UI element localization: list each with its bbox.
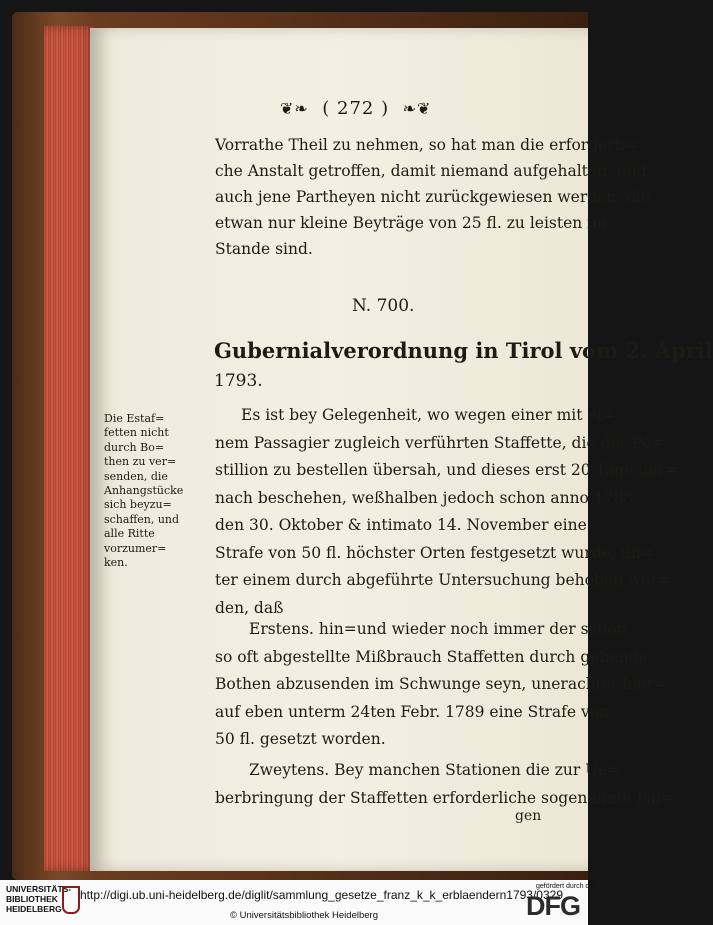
text-line: berbringung der Staffetten erforderliche sogenannte Päl= <box>215 788 674 807</box>
text-line: nach beschehen, weßhalben jedoch schon anno 1788 <box>215 488 634 507</box>
catchword: gen <box>515 808 542 824</box>
text-line: Zweytens. Bey manchen Stationen die zur Ue= <box>249 761 621 779</box>
library-shield-icon <box>62 886 80 914</box>
text-line: Stande sind. <box>215 240 313 258</box>
dfg-logo: DFG <box>526 891 580 921</box>
text-line: so oft abgestellte Mißbrauch Staffetten durch gehende <box>215 647 648 666</box>
text-line: ter einem durch abgeführte Untersuchung behoben wor= <box>215 571 671 589</box>
text-line: che Anstalt getroffen, damit niemand aufgehalten, und <box>215 162 647 180</box>
copyright-notice: © Universitätsbibliothek Heidelberg <box>230 910 378 921</box>
ornament-left-icon: ❦❧ <box>280 99 309 118</box>
text-line: auch jene Partheyen nicht zurückgewiesen werden, die <box>215 188 651 206</box>
text-line: stillion zu bestellen übersah, und dieses erst 20 Täge dar= <box>215 461 679 479</box>
paragraph-1 <box>215 402 679 622</box>
library-logo: UNIVERSITÄTS- BIBLIOTHEK HEIDELBERG <box>6 884 72 914</box>
funding-note: gefördert durch die <box>536 883 595 890</box>
footer-bar <box>0 880 595 925</box>
section-title: Gubernialverordnung in Tirol vom 2. April <box>214 338 713 363</box>
text-line: Erstens. hin=und wieder noch immer der schon <box>249 620 627 638</box>
permalink-url[interactable]: http://digi.ub.uni-heidelberg.de/diglit/sammlung_gesetze_franz_k_k_erblaendern1793/0329 <box>80 888 563 902</box>
text-line: Vorrathe Theil zu nehmen, so hat man die erforderli= <box>215 136 638 154</box>
page-number: ( 272 ) <box>322 98 390 119</box>
page-edges <box>44 26 96 871</box>
ornament-right-icon: ❧❦ <box>402 99 432 118</box>
text-line: den, daß <box>215 598 284 617</box>
text-line: Bothen abzusenden im Schwunge seyn, unerachtet hier= <box>215 675 667 693</box>
text-line: auf eben unterm 24ten Febr. 1789 eine Strafe von <box>215 702 610 721</box>
text-line: etwan nur kleine Beyträge von 25 fl. zu leisten im <box>215 214 607 232</box>
paragraph-3 <box>215 757 674 812</box>
paragraph-2 <box>215 616 667 754</box>
text-line: nem Passagier zugleich verführten Staffette, die der Po= <box>215 433 665 452</box>
text-line: Strafe von 50 fl. höchster Orten festgesetzt wurde, un= <box>215 543 654 562</box>
section-year: 1793. <box>214 371 263 391</box>
margin-note: Die Estaf= fetten nicht durch Bo= then zu ver= senden, die Anhangstücke sich beyzu= schaffen, und alle Ritte vorzumer= ken. <box>104 412 184 570</box>
section-number: N. 700. <box>352 296 415 316</box>
text-line: 50 fl. gesetzt worden. <box>215 730 386 748</box>
text-line: Es ist bey Gelegenheit, wo wegen einer mit ei= <box>241 406 615 424</box>
book-page <box>90 28 713 871</box>
page-header <box>280 98 580 119</box>
text-line: den 30. Oktober & intimato 14. November eine <box>215 516 587 534</box>
